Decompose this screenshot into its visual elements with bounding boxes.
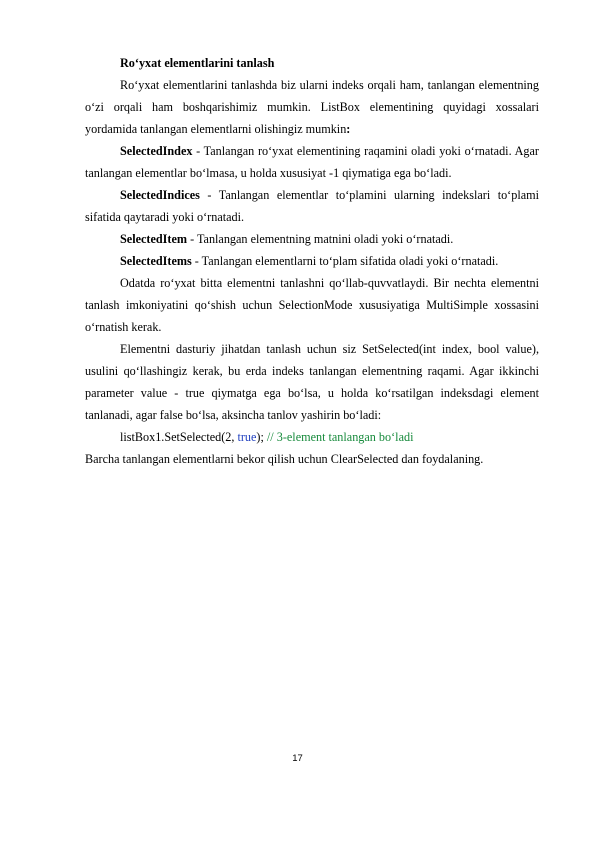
code-line — [85, 426, 539, 448]
property-desc: - Tanlangan elementlar to‘plamini ularning indekslari to‘plami sifatida qaytaradi yoki o‘rnatadi. — [85, 188, 539, 224]
property-name: SelectedIndices — [120, 188, 200, 202]
code-prefix: listBox1.SetSelected(2, — [120, 430, 238, 444]
multiselect-paragraph: Odatda ro‘yxat bitta elementni tanlashni qo‘llab-quvvatlaydi. Bir nechta elementni tanlash imkoniyatini qo‘shish uchun SelectionMode xususiyatiga MultiSimple xossasini o‘rnatish kerak. — [85, 276, 539, 334]
code-keyword: true — [237, 430, 257, 444]
code-comment: // 3-element tanlangan bo‘ladi — [266, 430, 414, 444]
property-desc: - Tanlangan ro‘yxat elementining raqamini oladi yoki o‘rnatadi. Agar tanlangan elementlar bo‘lmasa, u holda xususiyat -1 qiymatiga ega bo‘ladi. — [85, 144, 539, 180]
property-selecteditem — [85, 228, 539, 250]
section-title: Ro‘yxat elementlarini tanlash — [120, 56, 275, 70]
property-name: SelectedItem — [120, 232, 188, 246]
code-suffix: ); — [256, 430, 267, 444]
page-number: 17 — [292, 753, 303, 764]
setselected-paragraph: Elementni dasturiy jihatdan tanlash uchun siz SetSelected(int index, bool value), usulini qo‘llashingiz kerak, bu erda indeks tanlangan elementning raqami. Agar ikkinchi parameter value - true qiymatga ega bo‘lsa, u holda ko‘rsatilgan indeksdagi element tanlanadi, agar false bo‘lsa, aksincha tanlov yashirin bo‘ladi: — [85, 342, 539, 422]
clearselected-paragraph: Barcha tanlangan elementlarni bekor qilish uchun ClearSelected dan foydalaning. — [85, 452, 484, 466]
intro-colon: : — [346, 122, 351, 136]
property-selectedindex — [85, 140, 539, 184]
property-selecteditems — [85, 250, 539, 272]
document-page — [85, 52, 539, 470]
property-selectedindices — [85, 184, 539, 228]
intro-paragraph — [85, 74, 539, 140]
property-name: SelectedIndex — [120, 144, 193, 158]
property-name: SelectedItems — [120, 254, 192, 268]
property-desc: - Tanlangan elementlarni to‘plam sifatida oladi yoki o‘rnatadi. — [191, 254, 499, 268]
intro-text: Ro‘yxat elementlarini tanlashda biz ularni indeks orqali ham, tanlangan elementning o‘zi orqali ham boshqarishimiz mumkin. ListBox elementining quyidagi xossalari yordamida tanlangan elementlarni olishingiz mumkin — [85, 78, 539, 136]
property-desc: - Tanlangan elementning matnini oladi yoki o‘rnatadi. — [187, 232, 454, 246]
